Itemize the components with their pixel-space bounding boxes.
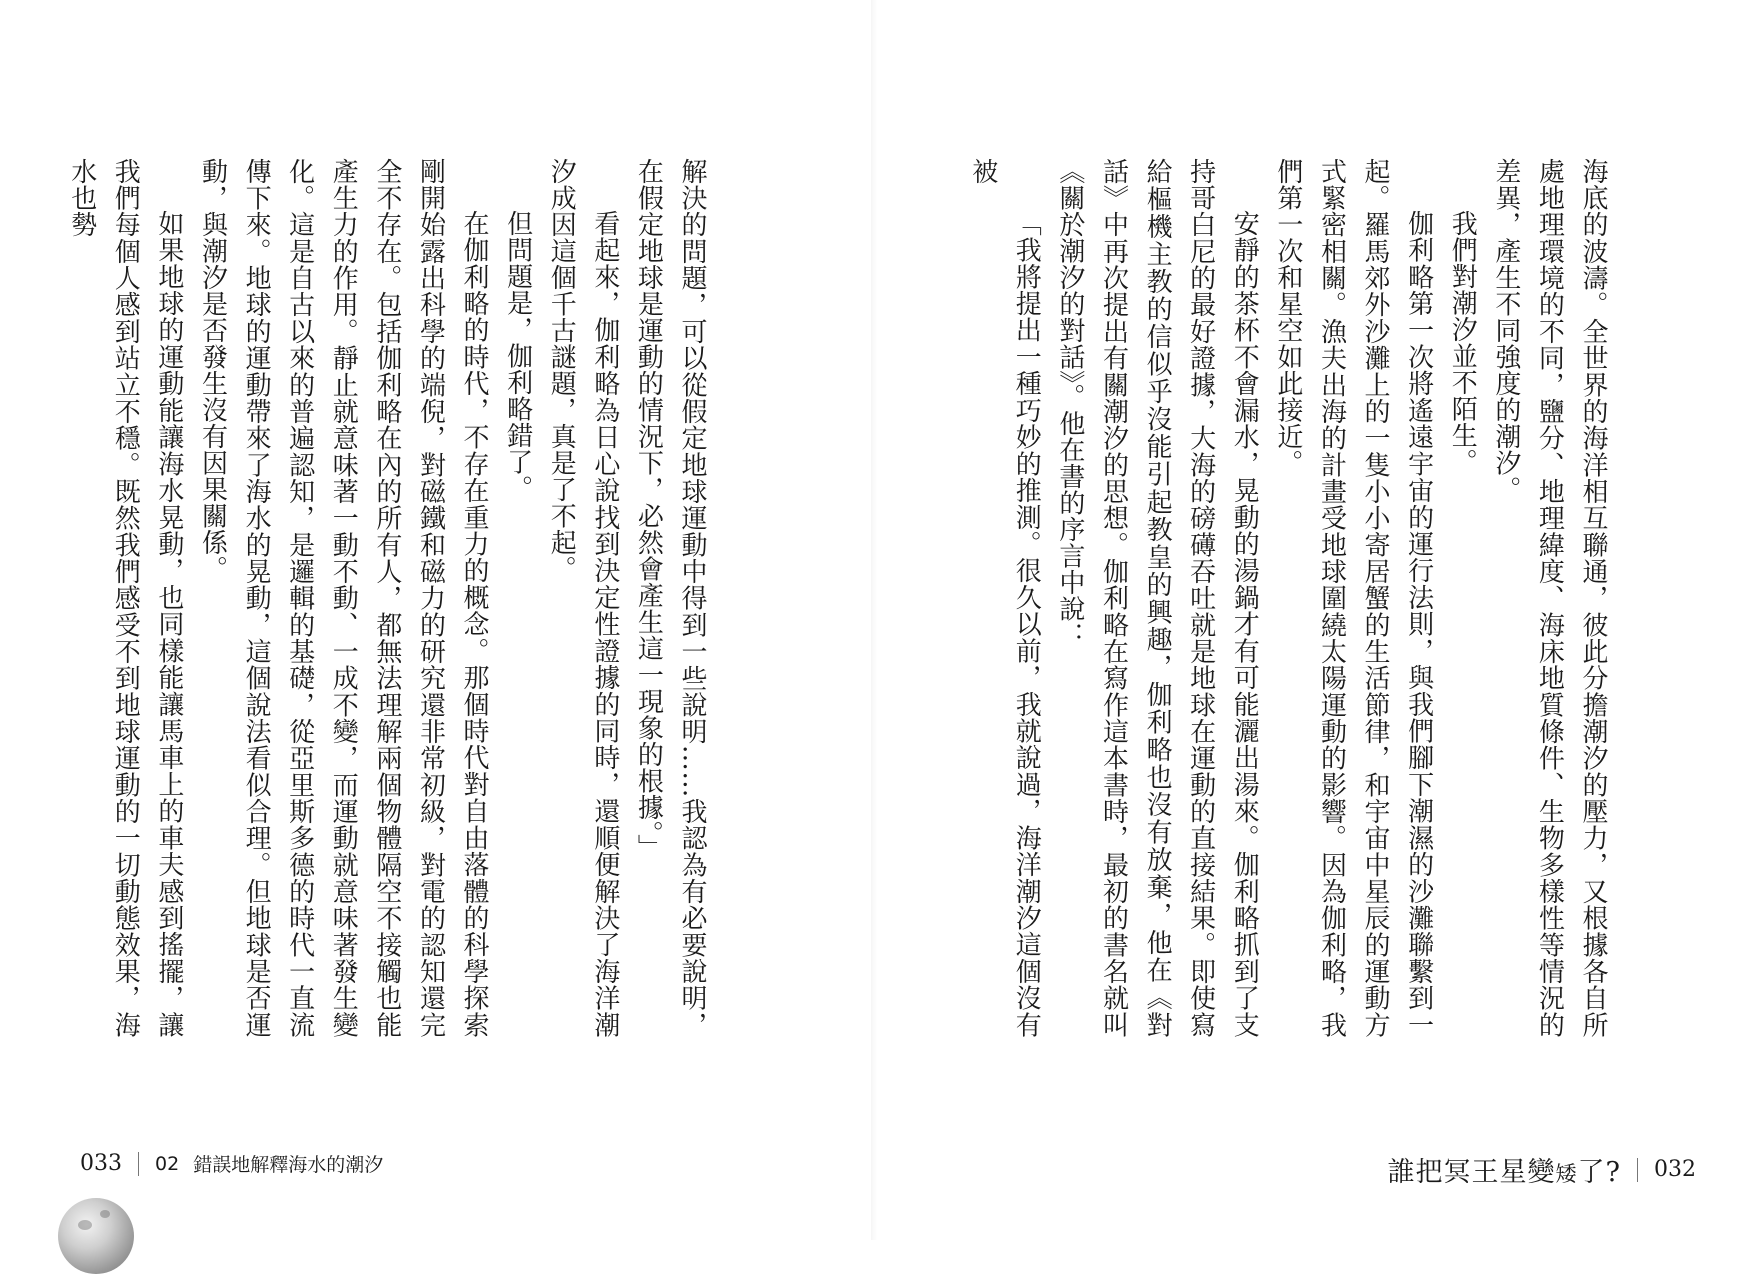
paragraph: 安靜的茶杯不會漏水，晃動的湯鍋才有可能灑出湯來。伽利略抓到了支持哥白尼的最好證據，大海的磅礡吞吐就是地球在運動的直接結果。即使寫給樞機主教的信似乎沒能引起教皇的興趣，伽利略也沒有放棄，他在《對話》中再次提出有關潮汐的思想。伽利略在寫作這本書時，最初的書名就叫《關於潮汐的對話》。他在書的序言中說： [1054, 158, 1260, 1038]
footer-divider [138, 1152, 139, 1176]
book-title-small: 矮 [1555, 1162, 1578, 1186]
left-page [0, 0, 874, 1240]
book-title-main: 誰把冥王星變 [1387, 1157, 1556, 1188]
paragraph: 看起來，伽利略為日心說找到決定性證據的同時，還順便解決了海洋潮汐成因這個千古謎題，真是了不起。 [546, 158, 620, 1038]
crater-mark [100, 1210, 110, 1218]
running-footer [1388, 1150, 1696, 1189]
page-number: 033 [80, 1151, 122, 1176]
chapter-number: 02 [155, 1152, 180, 1175]
paragraph: 伽利略第一次將遙遠宇宙的運行法則，與我們腳下潮濕的沙灘聯繫到一起。羅馬郊外沙灘上的一隻小小寄居蟹的生活節律，和宇宙中星辰的運動方式緊密相關。漁夫出海的計畫受地球圍繞太陽運動的影響。因為伽利略，我們第一次和星空如此接近。 [1272, 158, 1434, 1038]
chapter-title: 錯誤地解釋海水的潮汐 [193, 1154, 384, 1176]
book-title [1388, 1150, 1621, 1189]
paragraph: 海底的波濤。全世界的海洋相互聯通，彼此分擔潮汐的壓力，又根據各自所處地理環境的不同，鹽分、地理緯度、海床地質條件、生物多樣性等情況的差異，產生不同強度的潮汐。 [1490, 158, 1608, 1038]
left-page-body [66, 158, 713, 1038]
page-number: 032 [1654, 1157, 1696, 1182]
paragraph: 「我將提出一種巧妙的推測。很久以前，我就說過，海洋潮汐這個沒有被 [967, 158, 1042, 1038]
paragraph: 但問題是，伽利略錯了。 [502, 210, 533, 502]
planet-icon [58, 1198, 134, 1274]
footer-divider [1637, 1158, 1638, 1182]
crater-mark [78, 1220, 92, 1230]
running-footer [80, 1150, 383, 1177]
book-title-end: 了? [1577, 1157, 1621, 1188]
right-page-body [967, 158, 1614, 1038]
paragraph: 解決的問題，可以從假定地球運動中得到一些說明……我認為有必要說明，在假定地球是運動的情況下，必然會產生這一現象的根據。」 [633, 158, 707, 1038]
paragraph: 如果地球的運動能讓海水晃動，也同樣能讓馬車上的車夫感到搖擺，讓我們每個人感到站立不穩。既然我們感受不到地球運動的一切動態效果，海水也勢 [66, 158, 184, 1038]
paragraph: 在伽利略的時代，不存在重力的概念。那個時代對自由落體的科學探索剛開始露出科學的端倪，對磁鐵和磁力的研究還非常初級，對電的認知還完全不存在。包括伽利略在內的所有人，都無法理解兩個物體隔空不接觸也能產生力的作用。靜止就意味著一動不動、一成不變，而運動就意味著發生變化。這是自古以來的普遍認知，是邏輯的基礎，從亞里斯多德的時代一直流傳下來。地球的運動帶來了海水的晃動，這個說法看似合理。但地球是否運動，與潮汐是否發生沒有因果關係。 [197, 158, 490, 1038]
paragraph: 我們對潮汐並不陌生。 [1447, 210, 1478, 475]
right-page [874, 0, 1748, 1240]
